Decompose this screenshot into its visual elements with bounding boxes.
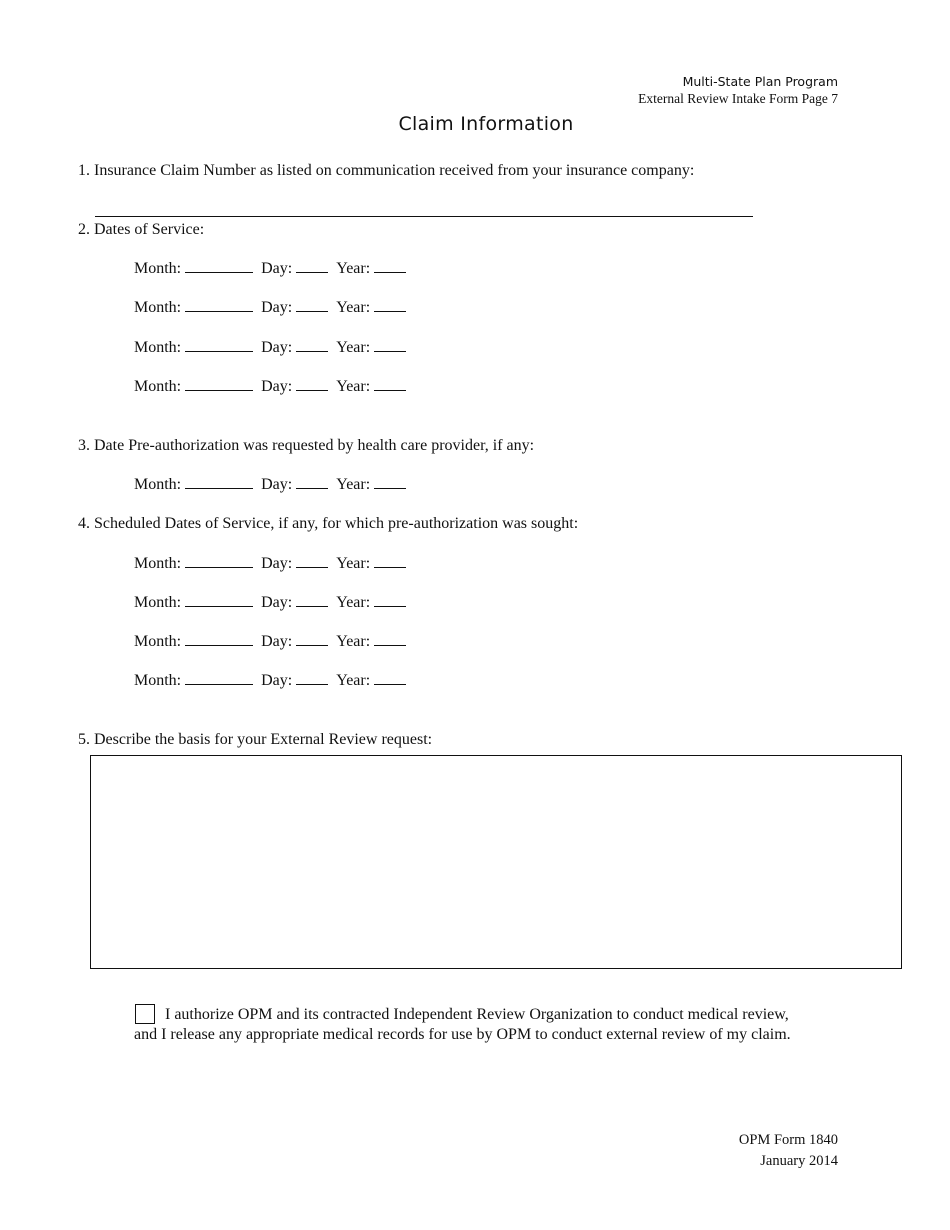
authorization-text-line-2: and I release any appropriate medical records for use by OPM to conduct external review of my claim. <box>134 1026 791 1043</box>
scheduled-date-row-2 <box>134 594 410 612</box>
month-label: Month: <box>134 378 182 395</box>
year-label: Year: <box>336 555 371 572</box>
year-label: Year: <box>336 339 371 356</box>
year-field[interactable] <box>374 605 406 607</box>
day-label: Day: <box>261 339 293 356</box>
question-2-label: 2. Dates of Service: <box>78 221 205 238</box>
program-name: Multi-State Plan Program <box>682 74 838 89</box>
month-field[interactable] <box>185 644 253 646</box>
question-4-label: 4. Scheduled Dates of Service, if any, for which pre-authorization was sought: <box>78 515 579 532</box>
day-field[interactable] <box>296 487 328 489</box>
year-label: Year: <box>336 260 371 277</box>
day-label: Day: <box>261 378 293 395</box>
authorization-text-line-1: I authorize OPM and its contracted Independent Review Organization to conduct medical review, <box>165 1006 789 1023</box>
day-field[interactable] <box>296 605 328 607</box>
day-field[interactable] <box>296 566 328 568</box>
month-field[interactable] <box>185 683 253 685</box>
authorization-checkbox[interactable] <box>135 1004 155 1024</box>
claim-number-field[interactable] <box>95 216 753 217</box>
year-field[interactable] <box>374 389 406 391</box>
year-field[interactable] <box>374 644 406 646</box>
month-label: Month: <box>134 555 182 572</box>
month-label: Month: <box>134 594 182 611</box>
year-label: Year: <box>336 476 371 493</box>
scheduled-date-row-4 <box>134 672 410 690</box>
year-label: Year: <box>336 594 371 611</box>
scheduled-date-row-3 <box>134 633 410 651</box>
month-label: Month: <box>134 633 182 650</box>
day-label: Day: <box>261 633 293 650</box>
page-title: Claim Information <box>398 113 574 135</box>
month-label: Month: <box>134 339 182 356</box>
month-field[interactable] <box>185 310 253 312</box>
service-date-row-1 <box>134 260 410 278</box>
month-label: Month: <box>134 476 182 493</box>
day-field[interactable] <box>296 644 328 646</box>
scheduled-date-row-1 <box>134 555 410 573</box>
year-label: Year: <box>336 299 371 316</box>
year-field[interactable] <box>374 310 406 312</box>
year-field[interactable] <box>374 350 406 352</box>
month-field[interactable] <box>185 350 253 352</box>
day-label: Day: <box>261 476 293 493</box>
month-label: Month: <box>134 260 182 277</box>
month-label: Month: <box>134 299 182 316</box>
day-field[interactable] <box>296 350 328 352</box>
month-field[interactable] <box>185 271 253 273</box>
year-field[interactable] <box>374 487 406 489</box>
day-label: Day: <box>261 594 293 611</box>
form-number: OPM Form 1840 <box>738 1132 838 1148</box>
month-field[interactable] <box>185 389 253 391</box>
review-basis-textarea[interactable] <box>90 755 902 969</box>
day-label: Day: <box>261 555 293 572</box>
service-date-row-3 <box>134 339 410 357</box>
service-date-row-2 <box>134 299 410 317</box>
day-field[interactable] <box>296 683 328 685</box>
form-page-label: External Review Intake Form Page 7 <box>638 91 838 106</box>
day-label: Day: <box>261 672 293 689</box>
month-field[interactable] <box>185 487 253 489</box>
day-label: Day: <box>261 260 293 277</box>
year-label: Year: <box>336 633 371 650</box>
question-5-label: 5. Describe the basis for your External Review request: <box>78 731 433 748</box>
month-label: Month: <box>134 672 182 689</box>
year-field[interactable] <box>374 683 406 685</box>
question-1-label: 1. Insurance Claim Number as listed on communication received from your insurance company: <box>78 162 695 179</box>
day-field[interactable] <box>296 389 328 391</box>
day-field[interactable] <box>296 310 328 312</box>
month-field[interactable] <box>185 566 253 568</box>
form-date: January 2014 <box>760 1153 838 1169</box>
year-label: Year: <box>336 672 371 689</box>
preauth-date-row <box>134 476 410 494</box>
month-field[interactable] <box>185 605 253 607</box>
year-label: Year: <box>336 378 371 395</box>
day-label: Day: <box>261 299 293 316</box>
service-date-row-4 <box>134 378 410 396</box>
question-3-label: 3. Date Pre-authorization was requested by health care provider, if any: <box>78 437 535 454</box>
day-field[interactable] <box>296 271 328 273</box>
year-field[interactable] <box>374 566 406 568</box>
year-field[interactable] <box>374 271 406 273</box>
